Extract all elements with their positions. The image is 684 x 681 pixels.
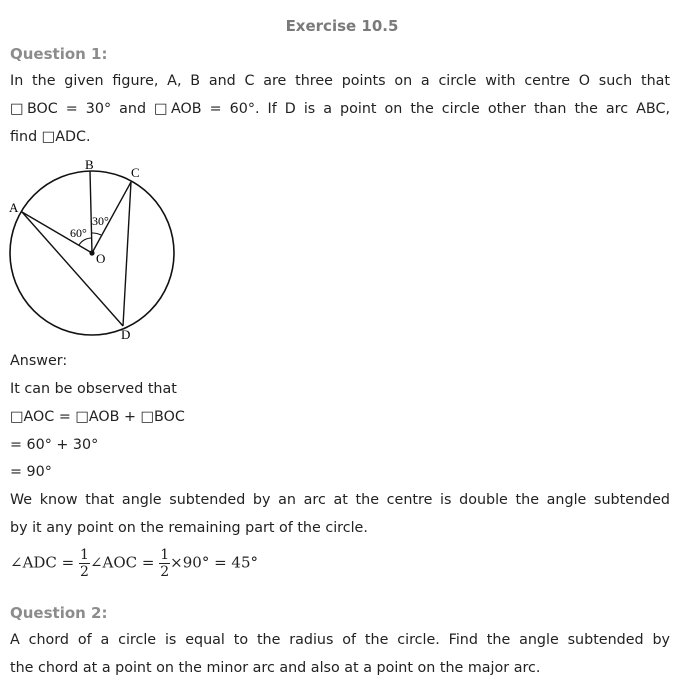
fraction-denominator: 2 xyxy=(80,564,89,580)
formula-lhs: ∠ADC = xyxy=(10,553,75,572)
exercise-title: Exercise 10.5 xyxy=(285,17,399,35)
fraction-denominator: 2 xyxy=(160,564,170,580)
answer-line-2: □AOC = □AOB + □BOC xyxy=(10,409,185,425)
formula xyxy=(10,548,258,579)
label-b: B xyxy=(85,157,94,172)
question-2-text-line-1: A chord of a circle is equal to the radius of the circle. Find the angle subtended by xyxy=(10,632,670,648)
answer-label: Answer: xyxy=(10,353,68,369)
label-o: O xyxy=(96,251,106,266)
segment-ob xyxy=(90,171,92,253)
angle-arc-boc xyxy=(92,233,101,235)
question-1-text-line-1: In the given figure, A, B and C are three points on a circle with centre O such that xyxy=(10,73,670,89)
fraction-half-2 xyxy=(159,548,170,579)
centre-point xyxy=(89,250,94,255)
label-a: A xyxy=(9,200,19,215)
answer-line-5: We know that angle subtended by an arc at the centre is double the angle subtended xyxy=(10,492,670,508)
question-2-heading: Question 2: xyxy=(10,604,108,622)
label-c: C xyxy=(131,165,140,180)
fraction-numerator: 1 xyxy=(160,547,170,563)
answer-line-1: It can be observed that xyxy=(10,381,177,397)
answer-line-3: = 60° + 30° xyxy=(10,437,99,453)
question-2-text-line-2: the chord at a point on the minor arc and also at a point on the major arc. xyxy=(10,660,541,676)
angle-aob-label: 60° xyxy=(70,226,87,240)
formula-mid: ∠AOC = xyxy=(89,553,155,572)
angle-boc-label: 30° xyxy=(92,214,109,228)
fraction-numerator: 1 xyxy=(80,547,89,563)
answer-line-4: = 90° xyxy=(10,464,52,480)
formula-tail: ×90° = 45° xyxy=(170,553,259,572)
chord-cd xyxy=(123,182,131,326)
question-1-heading: Question 1: xyxy=(10,45,108,63)
circle-figure xyxy=(0,150,180,345)
fraction-half-1 xyxy=(79,548,90,579)
question-1-text-line-2: □BOC = 30° and □AOB = 60°. If D is a point on the circle other than the arc ABC, xyxy=(10,101,670,117)
question-1-text-line-3: find □ADC. xyxy=(10,129,91,145)
answer-line-6: by it any point on the remaining part of the circle. xyxy=(10,520,368,536)
label-d: D xyxy=(121,327,131,342)
